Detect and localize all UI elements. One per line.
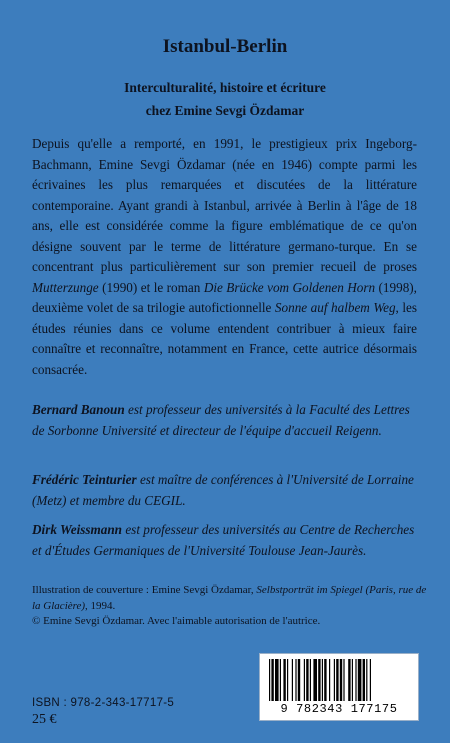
barcode-bar bbox=[275, 659, 279, 701]
barcode-bar bbox=[363, 659, 365, 701]
summary-title-mutterzunge: Mutterzunge bbox=[32, 279, 99, 295]
credits-prefix: Illustration de couverture : Emine Sevgi Özdamar, bbox=[32, 584, 257, 596]
book-summary bbox=[32, 134, 417, 380]
author-description: est professeur des universités à la Faculté des Lettres de Sorbonne Université et directeur de l'équipe d'accueil Reigenn. bbox=[32, 402, 410, 438]
barcode-bar bbox=[370, 659, 371, 701]
credits-suffix: , 1994. bbox=[85, 599, 116, 612]
credits-artwork-title: Selbstporträt im Spiegel (Paris, rue de la Glacière) bbox=[32, 584, 427, 612]
credits-copyright: © Emine Sevgi Özdamar. Avec l'aimable autorisation de l'autrice. bbox=[32, 615, 321, 627]
barcode-bar bbox=[269, 659, 270, 701]
barcode-bar bbox=[334, 659, 335, 701]
author-name: Frédéric Teinturier bbox=[32, 472, 137, 487]
cover-credits bbox=[32, 583, 427, 630]
barcode-bar bbox=[343, 659, 344, 701]
barcode-bar bbox=[358, 659, 362, 701]
barcode-bars bbox=[269, 659, 409, 701]
book-title: Istanbul-Berlin bbox=[162, 36, 288, 57]
author-description: est professeur des universités au Centre de Recherches et d'Études Germaniques de l'Université Toulouse Jean-Jaurès. bbox=[32, 522, 415, 558]
isbn: ISBN : 978-2-343-17717-5 bbox=[32, 697, 175, 709]
summary-text-1: Depuis qu'elle a remporté, en 1991, le prestigieux prix Ingeborg-Bachmann, Emine Sevgi Özdamar (née en 1946) compte parmi les écrivaines les plus remarquées et discutées de la littérature contemporaine. Ayant grandi à Istanbul, arrivée à Berlin à l'âge de 18 ans, elle est considérée comme la figure emblématique de ce qu'on désigne souvent par le terme de littérature germano-turque. En se concentrant plus particulièrement sur son premier recueil de proses bbox=[32, 136, 417, 274]
barcode-bar bbox=[304, 659, 305, 701]
summary-title-sonne: Sonne auf halbem Weg bbox=[274, 300, 396, 315]
barcode-bar bbox=[271, 659, 273, 701]
barcode-bar bbox=[287, 659, 288, 701]
barcode-bar bbox=[324, 659, 326, 701]
barcode-bar bbox=[306, 659, 308, 701]
barcode-bar bbox=[336, 659, 338, 701]
barcode-bar bbox=[348, 659, 350, 701]
barcode-bar bbox=[295, 659, 296, 701]
barcode-bar bbox=[310, 659, 311, 701]
barcode-bar bbox=[352, 659, 353, 701]
book-subtitle-line1: Interculturalité, histoire et écriture bbox=[124, 80, 326, 95]
barcode-bar bbox=[283, 659, 285, 701]
barcode-bar bbox=[366, 659, 367, 701]
barcode-bar bbox=[313, 659, 317, 701]
barcode-bar bbox=[355, 659, 356, 701]
author-name: Dirk Weissmann bbox=[32, 522, 123, 537]
summary-text-4: , les études réunies dans ce volume entendent contribuer à mieux faire connaître et reconnaître, notamment en France, cette autrice désormais consacrée. bbox=[32, 300, 417, 377]
author-name: Bernard Banoun bbox=[32, 402, 125, 417]
author-bio-banoun bbox=[32, 400, 417, 441]
author-description: est maître de conférences à l'Université de Lorraine (Metz) et membre du CEGIL. bbox=[32, 472, 414, 508]
barcode bbox=[259, 653, 419, 721]
price: 25 € bbox=[32, 712, 57, 727]
barcode-bar bbox=[280, 659, 281, 701]
barcode-bar bbox=[322, 659, 323, 701]
summary-text-3: (1998), deuxième volet de sa trilogie autofictionnelle bbox=[32, 279, 417, 315]
book-subtitle-line2: chez Emine Sevgi Özdamar bbox=[145, 103, 305, 118]
author-bio-weissmann bbox=[32, 520, 417, 561]
barcode-bar bbox=[292, 659, 293, 701]
summary-title-die-bruecke: Die Brücke vom Goldenen Horn bbox=[203, 279, 376, 295]
barcode-bar bbox=[329, 659, 330, 701]
barcode-digits: 9 782343 177175 bbox=[280, 702, 398, 716]
barcode-bar bbox=[318, 659, 320, 701]
barcode-bar bbox=[298, 659, 300, 701]
barcode-bar bbox=[340, 659, 342, 701]
author-bio-teinturier bbox=[32, 470, 417, 511]
summary-text-2: (1990) et le roman bbox=[98, 279, 204, 295]
